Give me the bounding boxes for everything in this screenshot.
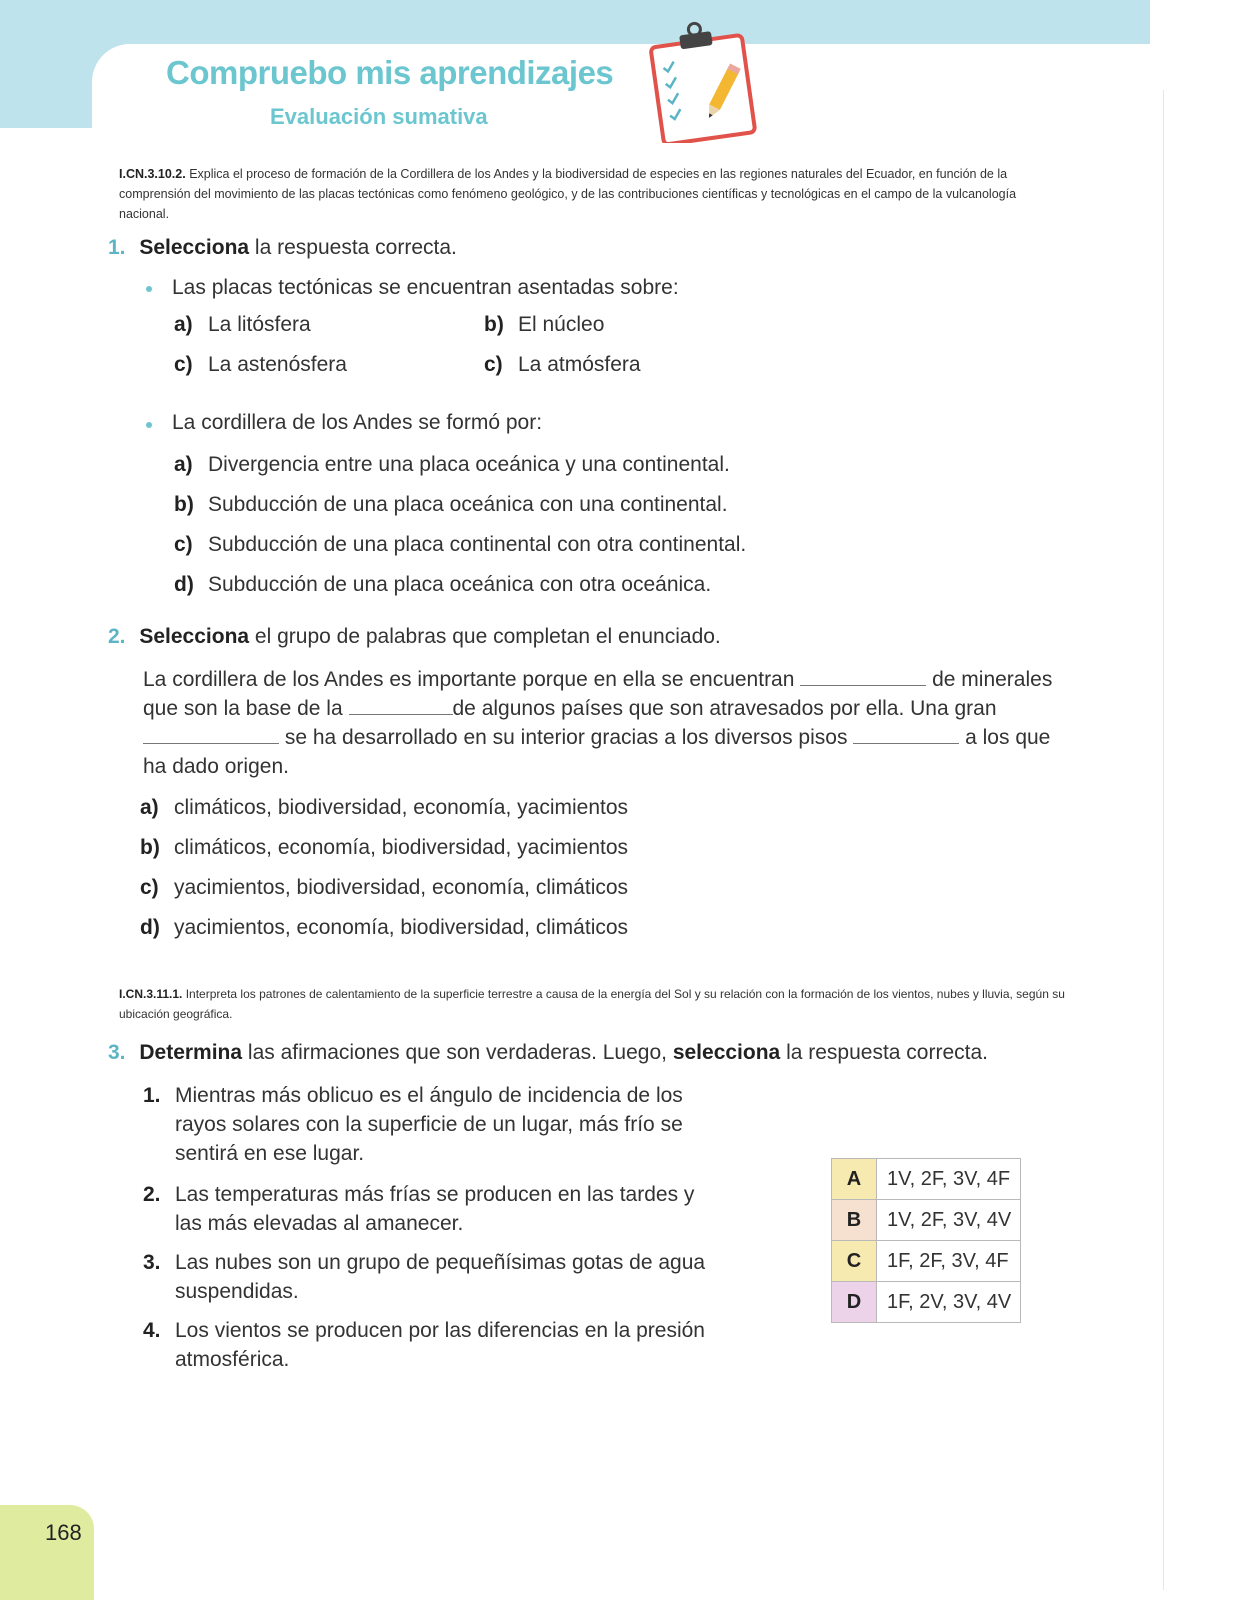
clipboard-icon (648, 18, 768, 143)
option-item[interactable] (174, 573, 711, 597)
answer-row[interactable] (832, 1159, 1021, 1200)
indicator-code: I.CN.3.11.1. (119, 987, 183, 1001)
option-letter: a) (140, 796, 159, 819)
statement-number: 3. (143, 1251, 161, 1274)
option-letter: c) (484, 353, 503, 376)
option-text: Subducción de una placa oceánica con otra oceánica. (208, 573, 712, 596)
option-letter: b) (140, 836, 160, 859)
statement-item (143, 1180, 733, 1238)
option-item[interactable] (140, 796, 628, 820)
indicator-text (119, 984, 1069, 1024)
statement-text: Los vientos se producen por las diferencias en la presión atmosférica. (175, 1319, 705, 1371)
paragraph-segment: a los que ha dado origen. (143, 726, 1051, 778)
statement-text: Las temperaturas más frías se producen en las tardes y las más elevadas al amanecer. (175, 1183, 695, 1235)
option-text: Subducción de una placa continental con otra continental. (208, 533, 747, 556)
option-text: Divergencia entre una placa oceánica y una continental. (208, 453, 730, 476)
option-text: climáticos, economía, biodiversidad, yacimientos (174, 836, 629, 859)
paragraph-segment: se ha desarrollado en su interior gracias a los diversos pisos (279, 726, 854, 749)
question-3-heading (108, 1041, 988, 1065)
page-subtitle: Evaluación sumativa (270, 104, 488, 129)
bullet-icon (146, 286, 152, 292)
question-1-heading (108, 236, 457, 260)
blank-field[interactable] (349, 696, 453, 715)
page-number: 168 (45, 1520, 82, 1545)
indicator-description: Explica el proceso de formación de la Cordillera de los Andes y la biodiversidad de especies en las regiones naturales del Ecuador, en función de la comprensión del movimiento de las placas tectónicas como fenómeno geológico, y de las contribuciones científicas y tecnológicas en el campo de la vulcanología nacional. (119, 167, 1017, 221)
answer-key: A (832, 1159, 877, 1200)
blank-field[interactable] (853, 725, 959, 744)
question-prompt: La cordillera de los Andes se formó por: (172, 411, 543, 434)
statement-text: Mientras más oblicuo es el ángulo de incidencia de los rayos solares con la superficie de un lugar, más frío se sentirá en ese lugar. (175, 1084, 683, 1165)
option-text: La litósfera (208, 313, 311, 336)
answer-key: B (832, 1200, 877, 1241)
instruction-text: la respuesta correcta. (780, 1041, 988, 1064)
statement-number: 2. (143, 1183, 161, 1206)
option-item[interactable] (174, 493, 728, 517)
paragraph-segment: de algunos países que son atravesados por ella. Una gran (452, 697, 997, 720)
option-text: climáticos, biodiversidad, economía, yacimientos (174, 796, 629, 819)
option-item[interactable] (174, 533, 746, 557)
option-item[interactable] (484, 353, 641, 377)
option-text: yacimientos, economía, biodiversidad, climáticos (174, 916, 629, 939)
instruction-verb: Selecciona (139, 236, 250, 259)
answer-value: 1V, 2F, 3V, 4F (877, 1159, 1021, 1200)
option-letter: d) (174, 573, 194, 596)
paragraph-segment: La cordillera de los Andes es importante porque en ella se encuentran (143, 668, 801, 691)
statement-number: 1. (143, 1084, 161, 1107)
answer-options-table (831, 1158, 1021, 1323)
option-letter: a) (174, 453, 193, 476)
instruction-verb: selecciona (672, 1041, 781, 1064)
option-letter: a) (174, 313, 193, 336)
indicator-text (119, 164, 1069, 224)
blank-field[interactable] (800, 667, 926, 686)
question-number: 1. (108, 236, 126, 259)
option-text: yacimientos, biodiversidad, economía, climáticos (174, 876, 629, 899)
option-item[interactable] (174, 353, 347, 377)
instruction-text: el grupo de palabras que completan el enunciado. (249, 625, 721, 648)
indicator-code: I.CN.3.10.2. (119, 167, 186, 181)
statement-text: Las nubes son un grupo de pequeñísimas gotas de agua suspendidas. (175, 1251, 706, 1303)
page-edge-line (1163, 90, 1164, 1590)
answer-row[interactable] (832, 1200, 1021, 1241)
statement-item (143, 1081, 733, 1168)
indicator-description: Interpreta los patrones de calentamiento de la superficie terrestre a causa de la energía del Sol y su relación con la formación de los vientos, nubes y lluvia, según su ubicación geográfica. (119, 987, 1065, 1021)
statement-item (143, 1316, 733, 1374)
statement-item (143, 1248, 733, 1306)
answer-row[interactable] (832, 1282, 1021, 1323)
blank-field[interactable] (143, 725, 279, 744)
answer-value: 1F, 2V, 3V, 4V (877, 1282, 1021, 1323)
instruction-verb: Selecciona (139, 625, 250, 648)
option-item[interactable] (140, 876, 628, 900)
bullet-icon (146, 422, 152, 428)
option-letter: c) (174, 533, 193, 556)
question-number: 2. (108, 625, 126, 648)
option-text: La atmósfera (518, 353, 641, 376)
answer-value: 1V, 2F, 3V, 4V (877, 1200, 1021, 1241)
option-letter: d) (140, 916, 160, 939)
statement-number: 4. (143, 1319, 161, 1342)
option-letter: b) (174, 493, 194, 516)
option-item[interactable] (484, 313, 604, 337)
instruction-text: las afirmaciones que son verdaderas. Luego, (242, 1041, 673, 1064)
option-item[interactable] (174, 313, 311, 337)
instruction-text: la respuesta correcta. (249, 236, 457, 259)
answer-key: D (832, 1282, 877, 1323)
fill-in-paragraph (143, 665, 1073, 781)
option-letter: c) (174, 353, 193, 376)
paragraph-segment: de minerales que son la base de la (143, 668, 1053, 720)
instruction-verb: Determina (139, 1041, 243, 1064)
option-text: El núcleo (518, 313, 605, 336)
answer-key: C (832, 1241, 877, 1282)
option-text: La astenósfera (208, 353, 347, 376)
question-number: 3. (108, 1041, 126, 1064)
question-prompt: Las placas tectónicas se encuentran asentadas sobre: (172, 276, 679, 299)
option-letter: c) (140, 876, 159, 899)
answer-row[interactable] (832, 1241, 1021, 1282)
option-text: Subducción de una placa oceánica con una continental. (208, 493, 728, 516)
page-title: Compruebo mis aprendizajes (166, 54, 614, 91)
question-2-heading (108, 625, 721, 649)
option-item[interactable] (174, 453, 730, 477)
option-letter: b) (484, 313, 504, 336)
answer-value: 1F, 2F, 3V, 4F (877, 1241, 1021, 1282)
option-item[interactable] (140, 836, 628, 860)
option-item[interactable] (140, 916, 628, 940)
